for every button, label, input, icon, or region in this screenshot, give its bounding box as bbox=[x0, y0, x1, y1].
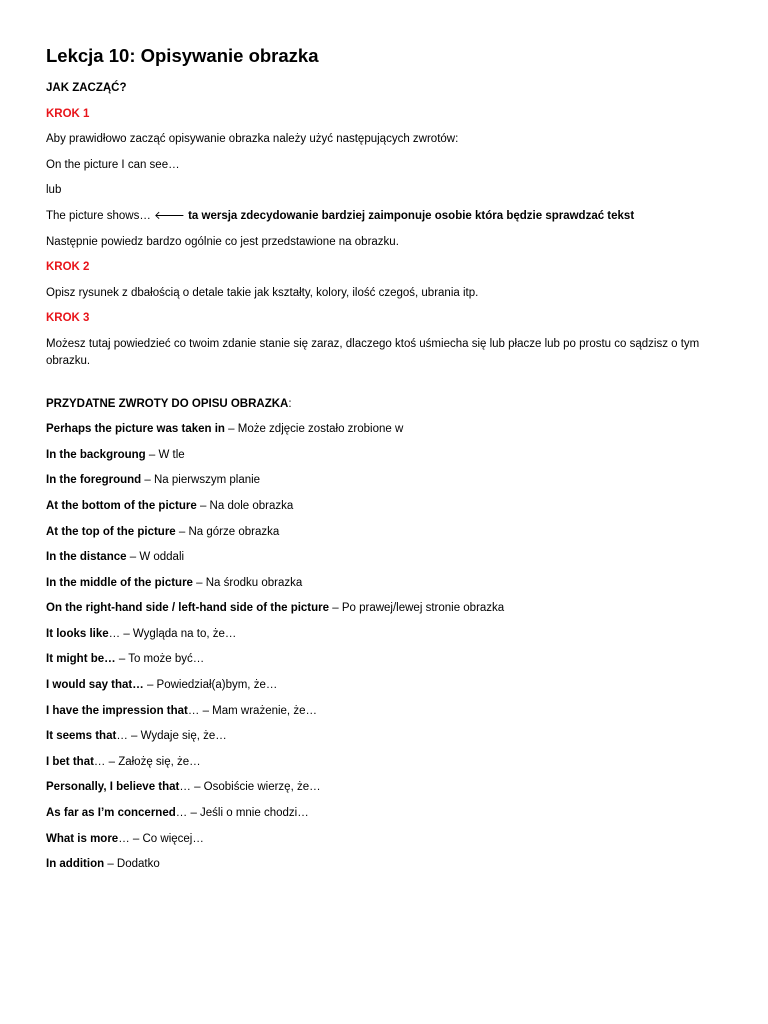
phrase-translation: … – Wydaje się, że… bbox=[116, 730, 227, 743]
step1-label: KROK 1 bbox=[46, 107, 90, 120]
phrase-translation: … – Jeśli o mnie chodzi… bbox=[175, 807, 309, 820]
phrase-item bbox=[46, 524, 726, 541]
useful-heading: PRZYDATNE ZWROTY DO OPISU OBRAZKA bbox=[46, 397, 289, 410]
step1-phrase-b: The picture shows… bbox=[46, 209, 151, 222]
useful-heading-colon: : bbox=[288, 397, 292, 410]
phrase-item bbox=[46, 703, 726, 720]
phrase-translation: – Na dole obrazka bbox=[196, 499, 294, 512]
phrase-translation: … – Mam wrażenie, że… bbox=[187, 704, 317, 717]
phrase-en: Personally, I believe that bbox=[46, 781, 180, 794]
phrase-item bbox=[46, 805, 726, 822]
phrase-item bbox=[46, 677, 726, 694]
step1-phrase-b-line bbox=[46, 208, 726, 225]
phrase-translation: – Dodatko bbox=[104, 858, 160, 871]
useful-heading-line bbox=[46, 396, 726, 413]
phrase-en: As far as I’m concerned bbox=[46, 807, 176, 820]
phrase-translation: – Na pierwszym planie bbox=[141, 474, 261, 487]
phrase-item bbox=[46, 498, 726, 515]
phrase-translation: – W oddali bbox=[126, 551, 185, 564]
phrase-translation: – Na górze obrazka bbox=[175, 525, 280, 538]
step1-intro: Aby prawidłowo zacząć opisywanie obrazka należy użyć następujących zwrotów: bbox=[46, 133, 459, 146]
phrase-translation: – W tle bbox=[145, 448, 185, 461]
phrase-en: It looks like bbox=[46, 627, 109, 640]
phrase-en: I would say that… bbox=[46, 679, 144, 692]
phrase-translation: … – Osobiście wierzę, że… bbox=[179, 781, 321, 794]
phrase-en: In the middle of the picture bbox=[46, 576, 193, 589]
step1-or: lub bbox=[46, 184, 62, 197]
step1-phrase-a: On the picture I can see… bbox=[46, 158, 180, 171]
phrase-en: What is more bbox=[46, 832, 119, 845]
document-page bbox=[46, 44, 726, 882]
phrase-translation: – Na środku obrazka bbox=[192, 576, 303, 589]
phrase-translation: … – Założę się, że… bbox=[93, 755, 201, 768]
phrase-translation: – To może być… bbox=[115, 653, 205, 666]
step1-phrase-b-note: ta wersja zdecydowanie bardziej zaimponuje osobie która będzie sprawdzać tekst bbox=[188, 209, 635, 222]
phrase-list bbox=[46, 421, 726, 873]
phrase-en: I bet that bbox=[46, 755, 94, 768]
step1-next: Następnie powiedz bardzo ogólnie co jest przedstawione na obrazku. bbox=[46, 235, 399, 248]
phrase-item bbox=[46, 549, 726, 566]
phrase-item bbox=[46, 651, 726, 668]
spacer bbox=[46, 379, 726, 396]
phrase-translation: – Powiedział(a)bym, że… bbox=[143, 679, 278, 692]
phrase-en: In the distance bbox=[46, 551, 127, 564]
phrase-en: It seems that bbox=[46, 730, 117, 743]
how-to-start-heading: JAK ZACZĄĆ? bbox=[46, 82, 127, 94]
phrase-item bbox=[46, 447, 726, 464]
phrase-en: I have the impression that bbox=[46, 704, 188, 717]
phrase-item bbox=[46, 856, 726, 873]
phrase-item bbox=[46, 728, 726, 745]
arrow-left-icon: 🡐 bbox=[154, 209, 185, 222]
phrase-item bbox=[46, 754, 726, 771]
step2-label: KROK 2 bbox=[46, 261, 90, 274]
phrase-translation: – Po prawej/lewej stronie obrazka bbox=[329, 602, 505, 615]
step3-label: KROK 3 bbox=[46, 312, 90, 325]
phrase-en: It might be… bbox=[46, 653, 116, 666]
phrase-item bbox=[46, 600, 726, 617]
phrase-en: At the bottom of the picture bbox=[46, 499, 197, 512]
phrase-item bbox=[46, 575, 726, 592]
phrase-en: At the top of the picture bbox=[46, 525, 176, 538]
phrase-en: On the right-hand side / left-hand side of the picture bbox=[46, 602, 330, 615]
phrase-item bbox=[46, 831, 726, 848]
phrase-translation: – Może zdjęcie zostało zrobione w bbox=[224, 423, 404, 436]
phrase-item bbox=[46, 779, 726, 796]
phrase-item bbox=[46, 421, 726, 438]
step3-text: Możesz tutaj powiedzieć co twoim zdanie stanie się zaraz, dlaczego ktoś uśmiecha się lub płacze lub po prostu co sądzisz o tym obrazku. bbox=[46, 337, 700, 367]
phrase-item bbox=[46, 626, 726, 643]
phrase-en: Perhaps the picture was taken in bbox=[46, 423, 225, 436]
phrase-en: In the backgroung bbox=[46, 448, 146, 461]
step2-text: Opisz rysunek z dbałością o detale takie jak kształty, kolory, ilość czegoś, ubrania itp. bbox=[46, 286, 479, 299]
page-title: Lekcja 10: Opisywanie obrazka bbox=[46, 45, 319, 66]
phrase-item bbox=[46, 472, 726, 489]
phrase-en: In the foreground bbox=[46, 474, 142, 487]
phrase-translation: … – Wygląda na to, że… bbox=[108, 627, 237, 640]
phrase-translation: … – Co więcej… bbox=[118, 832, 204, 845]
phrase-en: In addition bbox=[46, 858, 105, 871]
